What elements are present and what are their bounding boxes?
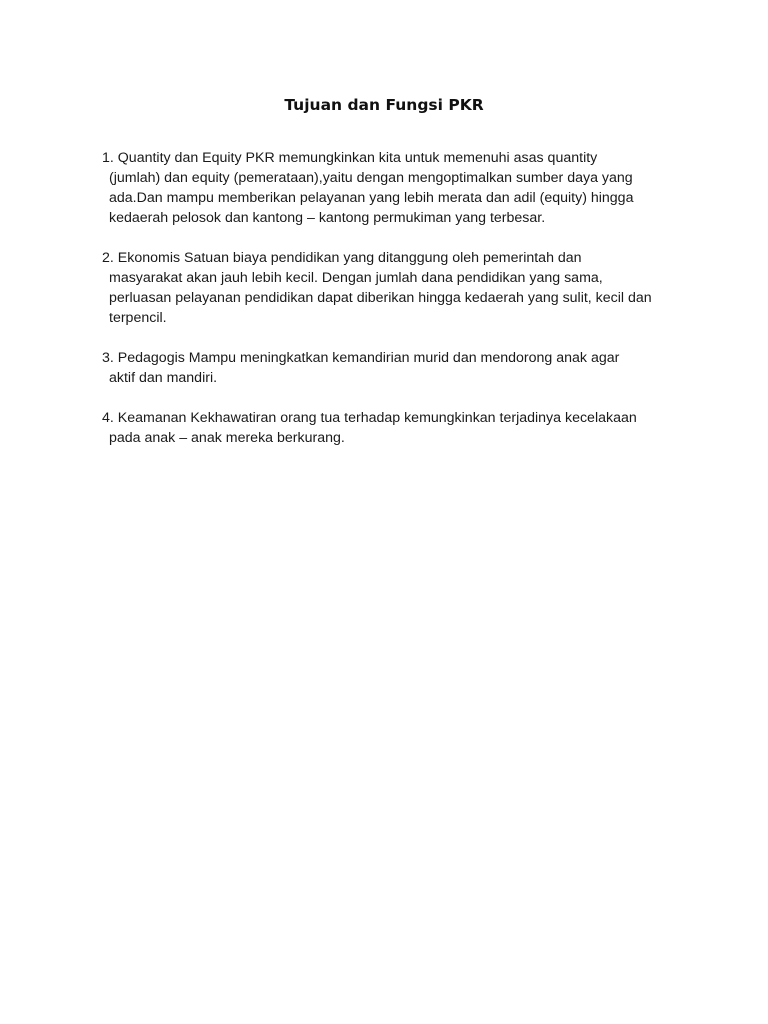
list-item-line: pada anak – anak mereka berkurang. bbox=[109, 430, 345, 446]
list-item-line: masyarakat akan jauh lebih kecil. Dengan jumlah dana pendidikan yang sama, bbox=[109, 270, 603, 286]
numbered-list bbox=[102, 148, 682, 468]
list-item-2 bbox=[102, 248, 682, 328]
list-item-line: 3. Pedagogis Mampu meningkatkan kemandirian murid dan mendorong anak agar bbox=[102, 350, 620, 366]
list-item-line: perluasan pelayanan pendidikan dapat diberikan hingga kedaerah yang sulit, kecil dan bbox=[109, 290, 652, 306]
list-item-line: ada.Dan mampu memberikan pelayanan yang lebih merata dan adil (equity) hingga bbox=[109, 190, 634, 206]
list-item-line: terpencil. bbox=[109, 310, 167, 326]
list-item-line: kedaerah pelosok dan kantong – kantong permukiman yang terbesar. bbox=[109, 210, 546, 226]
list-item-line: (jumlah) dan equity (pemerataan),yaitu dengan mengoptimalkan sumber daya yang bbox=[109, 170, 633, 186]
list-item-3 bbox=[102, 348, 682, 388]
document-title: Tujuan dan Fungsi PKR bbox=[284, 96, 484, 114]
list-item-line: aktif dan mandiri. bbox=[109, 370, 218, 386]
list-item-line: 2. Ekonomis Satuan biaya pendidikan yang ditanggung oleh pemerintah dan bbox=[102, 250, 582, 266]
list-item-4 bbox=[102, 408, 682, 448]
list-item-line: 4. Keamanan Kekhawatiran orang tua terhadap kemungkinkan terjadinya kecelakaan bbox=[102, 410, 637, 426]
list-item-line: 1. Quantity dan Equity PKR memungkinkan kita untuk memenuhi asas quantity bbox=[102, 150, 598, 166]
list-item-1 bbox=[102, 148, 682, 228]
